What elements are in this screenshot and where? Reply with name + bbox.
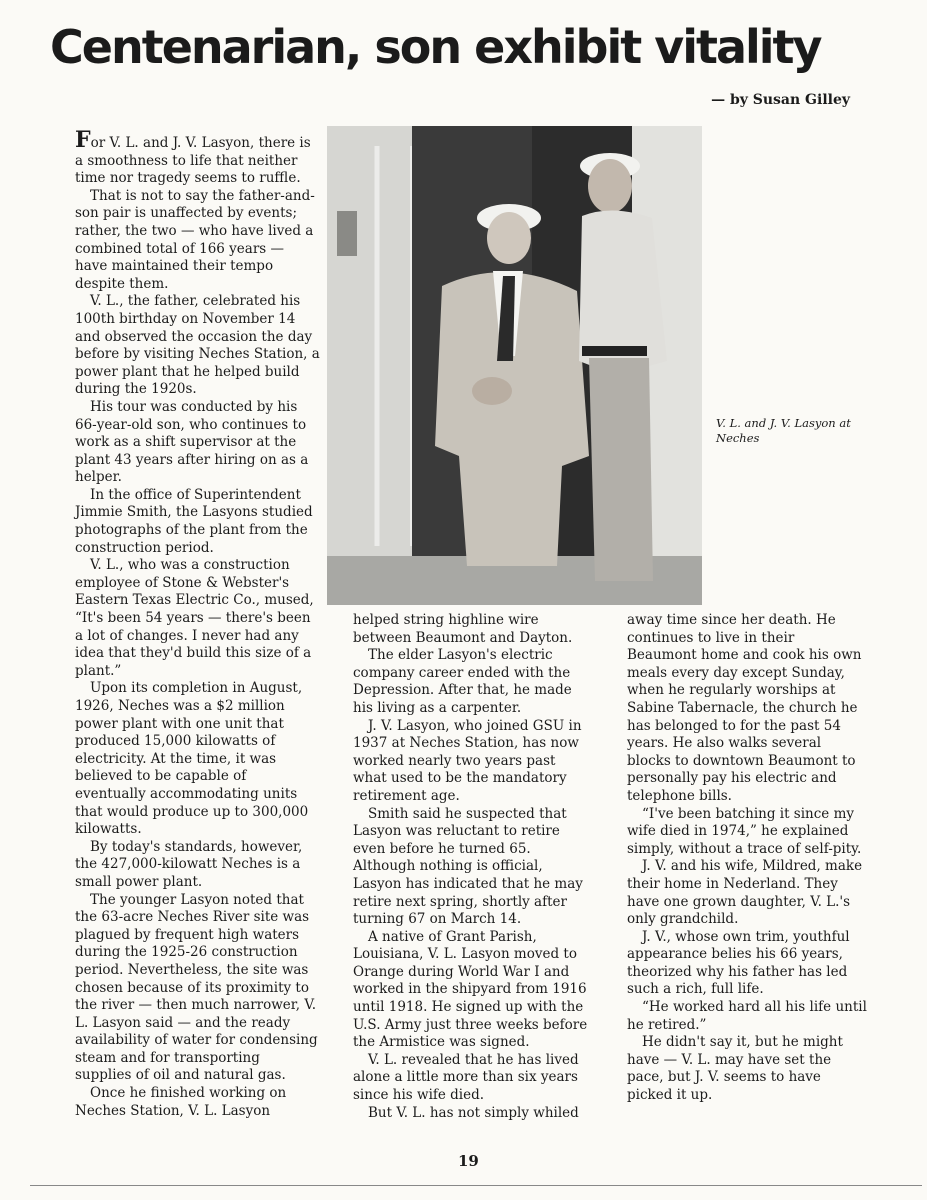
paragraph: The younger Lasyon noted that the 63-acre Neches River site was plagued by frequent high waters during the 1925-26 construction period. Nevertheless, the site was chosen because of its proximity to the river — then much narrower, V. L. Lasyon said — and the ready availability of water for condensing steam and for transporting supplies of oil and natural gas. <box>75 891 318 1084</box>
paragraph: J. V. and his wife, Mildred, make their home in Nederland. They have one grown daughter, V. L.'s only grandchild. <box>627 858 863 928</box>
paragraph: A native of Grant Parish, Louisiana, V. L. Lasyon moved to Orange during World War I and worked in the shipyard from 1916 until 1918. He signed up with the U.S. Army just three weeks before the Armistice was signed. <box>353 928 588 1051</box>
paragraph: J. V. Lasyon, who joined GSU in 1937 at Neches Station, has now worked nearly two years past what used to be the mandatory retirement age. <box>353 717 582 804</box>
photo-illustration <box>327 126 702 605</box>
headline: Centenarian, son exhibit vitality <box>50 20 821 74</box>
paragraph: away time since her death. He continues to live in their Beaumont home and cook his own meals every day except Sunday, when he regularly worships at Sabine Tabernacle, the church he has belonged to for the past 54 years. He also walks several blocks to downtown Beaumont to personally pay his electric and telephone bills. <box>627 612 862 804</box>
paragraph: Upon its completion in August, 1926, Neches was a $2 million power plant with one unit that produced 15,000 kilowatts of electricity. At the time, it was believed to be capable of eventually accommodating units that would produce up to 300,000 kilowatts. <box>75 680 309 838</box>
article-column-1 <box>75 127 320 1120</box>
byline: — by Susan Gilley <box>711 92 850 108</box>
paragraph: “I've been batching it since my wife died in 1974,” he explained simply, without a trace of self-pity. <box>627 805 862 857</box>
paragraph: He didn't say it, but he might have — V. L. may have set the pace, but J. V. seems to have picked it up. <box>627 1034 843 1104</box>
paragraph: helped string highline wire between Beaumont and Dayton. <box>353 612 573 646</box>
paragraph: In the office of Superintendent Jimmie Smith, the Lasyons studied photographs of the plant from the construction period. <box>75 486 313 556</box>
drop-cap: F <box>75 127 91 153</box>
paragraph: That is not to say the father-and-son pair is unaffected by events; rather, the two — who have lived a combined total of 166 years — have maintained their tempo despite them. <box>75 187 315 292</box>
paragraph: The elder Lasyon's electric company career ended with the Depression. After that, he made his living as a carpenter. <box>353 647 572 716</box>
paragraph: Once he finished working on Neches Station, V. L. Lasyon <box>75 1085 287 1119</box>
paragraph: By today's standards, however, the 427,000-kilowatt Neches is a small power plant. <box>75 838 303 890</box>
paragraph: His tour was conducted by his 66-year-old son, who continues to work as a shift supervisor at the plant 43 years after hiring on as a helper. <box>75 398 309 486</box>
article-column-2 <box>353 612 593 1122</box>
photo-lasyons-at-neches <box>327 126 702 605</box>
paragraph: Smith said he suspected that Lasyon was reluctant to retire even before he turned 65. Although nothing is official, Lasyon has indicated that he may retire next spring, shortly after turning 67 on March 14. <box>353 805 583 928</box>
paragraph: J. V., whose own trim, youthful appearance belies his 66 years, theorized why his father has led such a rich, full life. <box>627 928 850 998</box>
paragraph: V. L., the father, celebrated his 100th birthday on November 14 and observed the occasion the day before by visiting Neches Station, a power plant that he helped build during the 1920s. <box>75 293 320 398</box>
photo-caption: V. L. and J. V. Lasyon at Neches <box>716 416 851 445</box>
article-column-3 <box>627 612 867 1105</box>
paragraph: V. L. revealed that he has lived alone a little more than six years since his wife died. <box>353 1051 579 1104</box>
paragraph: But V. L. has not simply whiled <box>368 1104 579 1121</box>
paragraph: “He worked hard all his life until he retired.” <box>627 999 867 1033</box>
footer-rule <box>30 1185 922 1186</box>
page-number: 19 <box>458 1152 479 1170</box>
paragraph: V. L., who was a construction employee of Stone & Webster's Eastern Texas Electric Co., mused, “It's been 54 years — there's been a lot of changes. I never had any idea that they'd build this size of a plant.” <box>75 557 314 679</box>
paragraph: For V. L. and J. V. Lasyon, there is a smoothness to life that neither time nor tragedy seems to ruffle. <box>75 127 311 187</box>
